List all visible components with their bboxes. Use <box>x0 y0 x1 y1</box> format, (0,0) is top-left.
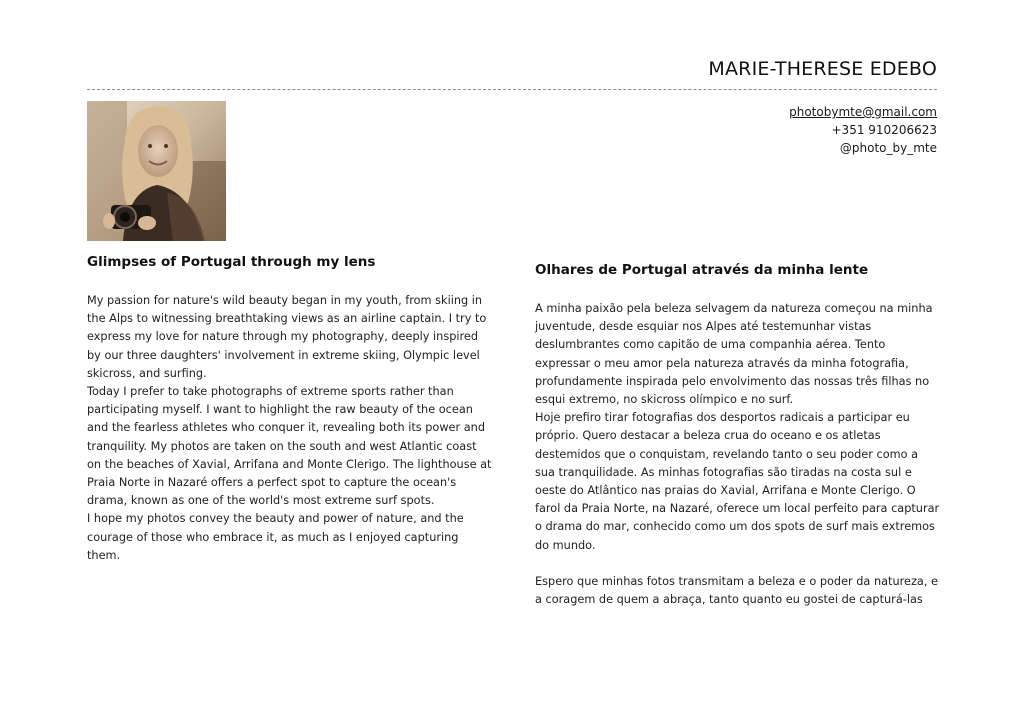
author-name: MARIE-THERESE EDEBO <box>708 58 937 80</box>
social-handle: @photo_by_mte <box>839 141 937 155</box>
english-heading: Glimpses of Portugal through my lens <box>87 254 376 270</box>
paragraph-spacer <box>535 555 940 573</box>
contact-info <box>789 103 937 157</box>
phone-number: +351 910206623 <box>831 123 937 137</box>
portrait-photo <box>87 101 226 241</box>
portuguese-paragraph-3: Espero que minhas fotos transmitam a beleza e o poder da natureza, e a coragem de quem a abraça, tanto quanto eu gostei de capturá-las <box>535 575 938 607</box>
english-paragraph-1: My passion for nature's wild beauty began in my youth, from skiing in the Alps to witnessing breathtaking views as an airline captain. I try to express my love for nature through my photography, deeply inspired by our three daughters' involvement in extreme skiing, Olympic level skicross, and surfing. <box>87 294 487 380</box>
english-body <box>87 292 492 565</box>
portrait-icon <box>87 101 226 241</box>
portuguese-paragraph-1: A minha paixão pela beleza selvagem da natureza começou na minha juventude, desde esquiar nos Alpes até testemunhar vistas deslumbrantes como capitão de uma companhia aérea. Tento expressar o meu amor pela natureza através da minha fotografia, profundamente inspirada pelo envolvimento das nossas três filhas no esqui extremo, no skicross olímpico e no surf. <box>535 302 933 407</box>
email-link[interactable]: photobymte@gmail.com <box>789 105 937 119</box>
portuguese-paragraph-2: Hoje prefiro tirar fotografias dos desportos radicais a participar eu próprio. Quero destacar a beleza crua do oceano e os atletas destemidos que o conquistam, revelando tanto o seu poder como a sua tranquilidade. As minhas fotografias são tiradas na costa sul e oeste do Atlântico nas praias do Xavial, Arrifana e Monte Clerigo. O farol da Praia Norte, na Nazaré, oferece um local perfeito para capturar o drama do mar, conhecido como um dos spots de surf mais extremos do mundo. <box>535 411 940 552</box>
english-paragraph-2: Today I prefer to take photographs of extreme sports rather than participating myself. I want to highlight the raw beauty of the ocean and the fearless athletes who conquer it, revealing both its power and tranquility. My photos are taken on the south and west Atlantic coast on the beaches of Xavial, Arrifana and Monte Clerigo. The lighthouse at Praia Norte in Nazaré offers a perfect spot to capture the ocean's drama, known as one of the world's most extreme surf spots. <box>87 385 492 508</box>
english-paragraph-3: I hope my photos convey the beauty and power of nature, and the courage of those who embrace it, as much as I enjoyed capturing them. <box>87 512 464 562</box>
portuguese-body <box>535 300 940 609</box>
portuguese-heading: Olhares de Portugal através da minha lente <box>535 262 869 278</box>
header-divider <box>87 89 937 90</box>
